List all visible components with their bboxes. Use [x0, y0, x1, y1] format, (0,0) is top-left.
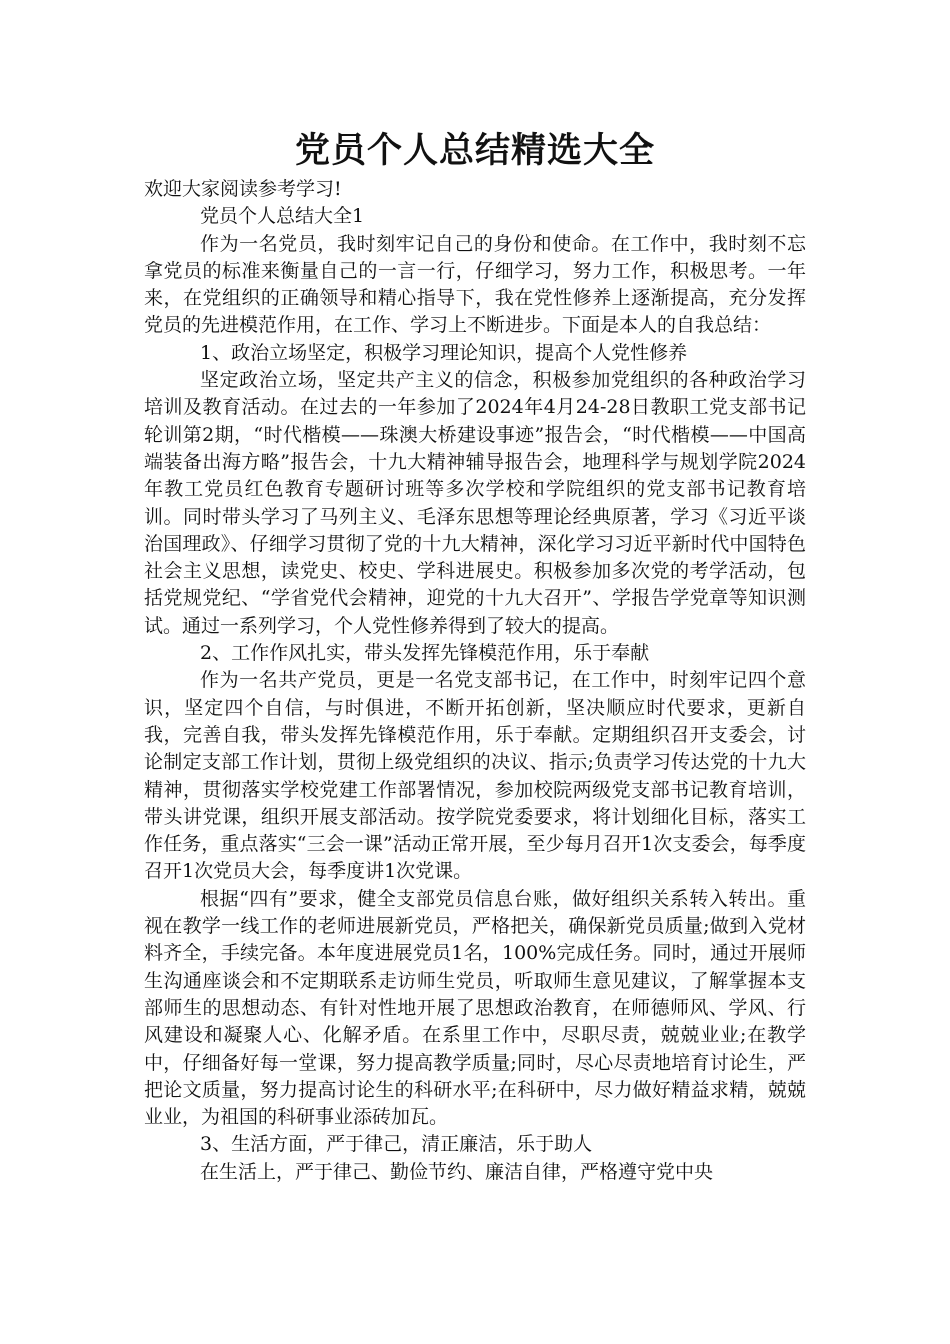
section-heading: 2、工作作风扎实，带头发挥先锋模范作用，乐于奉献: [200, 642, 650, 665]
paragraph: 党员个人总结大全1: [200, 205, 365, 228]
section-heading: 1、政治立场坚定，积极学习理论知识，提高个人党性修养: [200, 341, 688, 364]
document-body: [144, 176, 806, 1186]
paragraph: 作为一名党员，我时刻牢记自己的身份和使命。在工作中，我时刻不忘拿党员的标准来衡量自己的一言一行，仔细学习，努力工作，积极思考。一年来，在党组织的正确领导和精心指导下，我在党性修养上逐渐提高，充分发挥党员的先进模范作用，在工作、学习上不断进步。下面是本人的自我总结：: [144, 232, 806, 337]
paragraph: 坚定政治立场，坚定共产主义的信念，积极参加党组织的各种政治学习培训及教育活动。在过去的一年参加了2024年4月24-28日教职工党支部书记轮训第2期，“时代楷模——珠澳大桥建设事迹”报告会，“时代楷模——中国高端装备出海方略”报告会，十九大精神辅导报告会，地理科学与规划学院2024年教工党员红色教育专题研讨班等多次学校和学院组织的党支部书记教育培训。同时带头学习了马列主义、毛泽东思想等理论经典原著，学习《习近平谈治国理政》、仔细学习贯彻了党的十九大精神，深化学习习近平新时代中国特色社会主义思想，读党史、校史、学科进展史。积极参加多次党的考学活动，包括党规党纪、“学省党代会精神，迎党的十九大召开”、学报告学党章等知识测试。通过一系列学习，个人党性修养得到了较大的提高。: [144, 369, 806, 637]
paragraph: 根据“四有”要求，健全支部党员信息台账，做好组织关系转入转出。重视在教学一线工作的老师进展新党员，严格把关，确保新党员质量;做到入党材料齐全，手续完备。本年度进展党员1名，100%完成任务。同时，通过开展师生沟通座谈会和不定期联系走访师生党员，听取师生意见建议，了解掌握本支部师生的思想动态、有针对性地开展了思想政治教育，在师德师风、学风、行风建设和凝聚人心、化解矛盾。在系里工作中，尽职尽责，兢兢业业;在教学中，仔细备好每一堂课，努力提高教学质量;同时，尽心尽责地培育讨论生，严把论文质量，努力提高讨论生的科研水平;在科研中，尽力做好精益求精，兢兢业业，为祖国的科研事业添砖加瓦。: [144, 887, 806, 1129]
section-heading: 3、生活方面，严于律己，清正廉洁，乐于助人: [200, 1133, 593, 1156]
document-title: 党员个人总结精选大全: [294, 130, 655, 171]
document-page: [144, 128, 806, 1186]
paragraph: 在生活上，严于律己、勤俭节约、廉洁自律，严格遵守党中央: [200, 1160, 714, 1183]
paragraph: 欢迎大家阅读参考学习!: [144, 178, 342, 200]
paragraph: 作为一名共产党员，更是一名党支部书记，在工作中，时刻牢记四个意识，坚定四个自信，与时俱进，不断开拓创新，坚决顺应时代要求，更新自我，完善自我，带头发挥先锋模范作用，乐于奉献。定期组织召开支委会，讨论制定支部工作计划，贯彻上级党组织的决议、指示;负责学习传达党的十九大精神，贯彻落实学校党建工作部署情况，参加校院两级党支部书记教育培训，带头讲党课，组织开展支部活动。按学院党委要求，将计划细化目标，落实工作任务，重点落实“三会一课”活动正常开展，至少每月召开1次支委会，每季度召开1次党员大会，每季度讲1次党课。: [144, 669, 806, 883]
